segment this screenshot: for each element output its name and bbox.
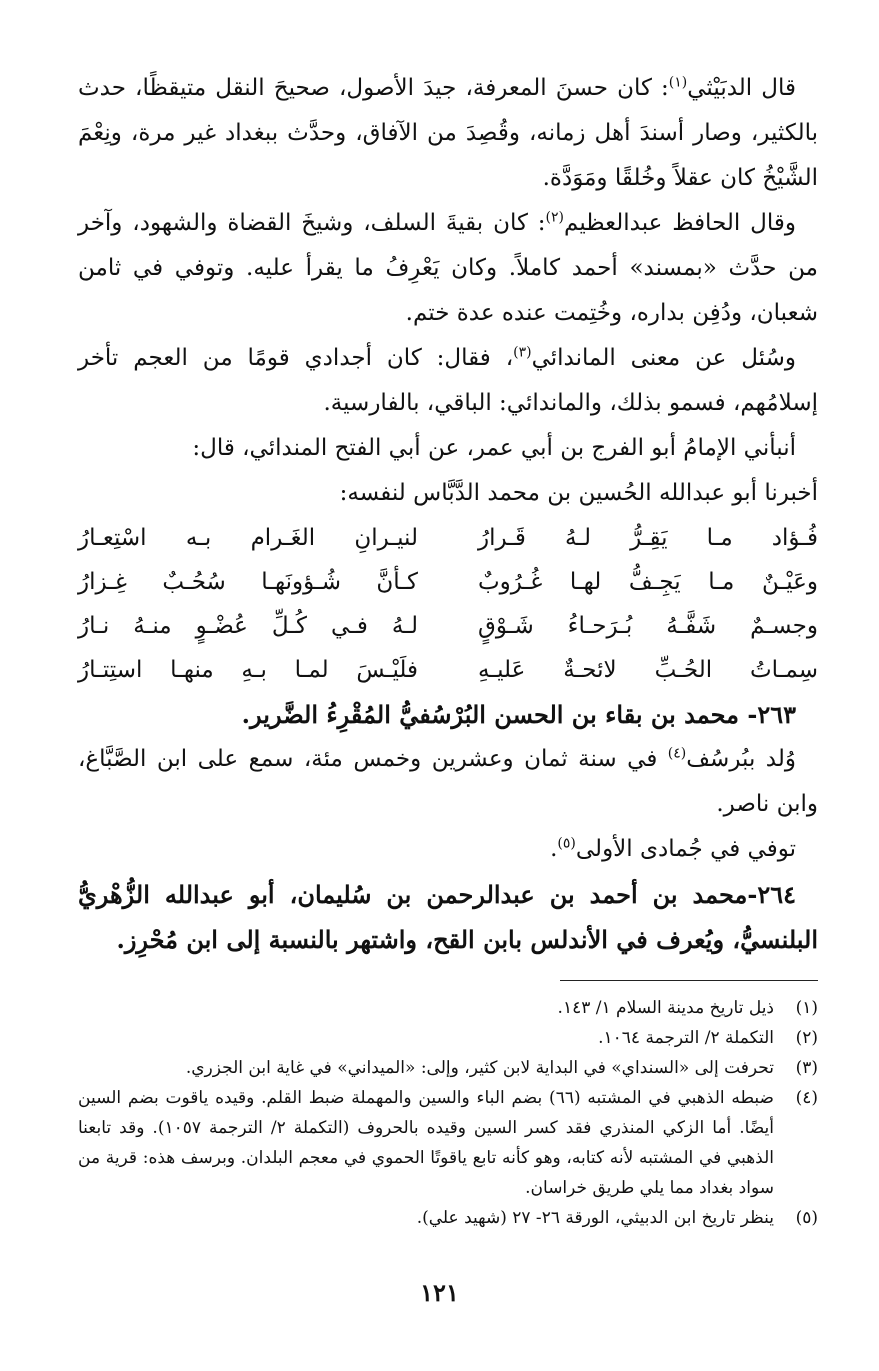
poem-verse xyxy=(78,604,818,648)
poem-verse xyxy=(78,516,818,560)
footnote-number: (٣) xyxy=(795,1058,818,1078)
footnote-ref-1[interactable]: (١) xyxy=(668,74,688,91)
footnote-number: (٢) xyxy=(795,1028,818,1048)
footnote-number: (٤) xyxy=(795,1088,818,1108)
verse-second-hemistich: لنيـرانِ الغَـرام بـه اسْتِعـارُ xyxy=(78,525,418,551)
verse-first-hemistich: وعَيْـنٌ مـا يَجِـفُّ لهـا غُـرُوبٌ xyxy=(478,569,818,595)
footnote xyxy=(78,1203,818,1233)
footnote xyxy=(78,1083,818,1203)
entry-number-264: ٢٦٤- xyxy=(747,880,796,909)
footnote-number: (١) xyxy=(795,998,818,1018)
paragraph-born-bursuf: وُلد ببُرسُف$^{(٤)}$ في سنة ثمان وعشرين وخمس مئة، سمع على ابن الصَّبَّاغ، وابن ناصر. xyxy=(78,745,818,817)
paragraph-anbaani: أنبأني الإمامُ أبو الفرج بن أبي عمر، عن أبي الفتح المندائي، قال: xyxy=(192,435,796,461)
footnote-text: ينظر تاريخ ابن الدبيثي، الورقة ٢٦- ٢٧ (شهيد علي). xyxy=(416,1208,774,1228)
paragraph-akhbarana: أخبرنا أبو عبدالله الحُسين بن محمد الدَّبَّاس لنفسه: xyxy=(339,480,818,506)
footnote-ref-5[interactable]: (٥) xyxy=(557,835,576,852)
entry-heading-263: ٢٦٣- محمد بن بقاء بن الحسن البُرْسُفيُّ المُقْرِءُ الضَّرير. xyxy=(241,700,796,729)
paragraph-mandaai: وسُئل عن معنى الماندائي$^{(٣)}$، فقال: كان أجدادي قومًا من العجم تأخر إسلامُهم، فسمو بذلك، والماندائي: الباقي، بالفارسية. xyxy=(78,344,818,416)
poem xyxy=(78,516,818,692)
poem-verse xyxy=(78,560,818,604)
footnote-ref-2[interactable]: (٢) xyxy=(545,209,565,226)
footnote xyxy=(78,1023,818,1053)
footnote-text: تحرفت إلى «السنداي» في البداية لابن كثير، وإلى: «الميداني» في غاية ابن الجزري. xyxy=(185,1058,774,1078)
footnote-number: (٥) xyxy=(795,1208,818,1228)
footnote xyxy=(78,993,818,1023)
footnote-text: ضبطه الذهبي في المشتبه (٦٦) بضم الباء والسين والمهملة ضبط القلم. وقيده ياقوت بضم السين أيضًا. أما الزكي المنذري فقد كسر السين وقيده بالحروف (التكملة ٢/ الترجمة ١٠٥٧). وقد تابعنا الذهبي في المشتبه لأنه كتابه، وهو كأنه تابع ياقوتًا الحموي في معجم البلدان. وبرسف هذه: قرية من سواد بغداد مما يلي طريق خراسان. xyxy=(78,1088,774,1198)
paragraph-died: توفي في جُمادى الأولى$^{(٥)}$. xyxy=(550,835,796,862)
verse-first-hemistich: سِمـاتُ الحُـبِّ لائحـةٌ عَليـهِ xyxy=(478,657,818,683)
page-number: ١٢١ xyxy=(420,1278,459,1307)
entry-number-263: ٢٦٣- xyxy=(747,700,796,729)
poem-verse xyxy=(78,648,818,692)
verse-second-hemistich: لـهُ فـي كُـلِّ عُضْـوٍ منـهُ نـارُ xyxy=(78,613,418,639)
verse-second-hemistich: فلَيْـسَ لمـا بـهِ منهـا استِتـارُ xyxy=(78,657,418,683)
verse-first-hemistich: وجسـمٌ شَفَّـهُ بُـرَحـاءُ شَـوْقٍ xyxy=(478,613,818,639)
footnote-text: التكملة ٢/ الترجمة ١٠٦٤. xyxy=(598,1028,774,1048)
footnotes xyxy=(78,993,818,1233)
footnote xyxy=(78,1053,818,1083)
verse-first-hemistich: فُـؤاد مـا يَقِـرُّ لـهُ قَـرارُ xyxy=(478,525,818,551)
footnote-ref-4[interactable]: (٤) xyxy=(667,745,687,762)
footnote-separator xyxy=(560,980,818,981)
paragraph-abdulazim: وقال الحافظ عبدالعظيم$^{(٢)}$: كان بقيةَ السلف، وشيخَ القضاة والشهود، وآخر من حدَّث «بمسند» أحمد كاملاً. وكان يَعْرِفُ ما يقرأ عليه. وتوفي في ثامن شعبان، ودُفِن بداره، وخُتِمت عنده عدة ختم. xyxy=(78,209,818,326)
paragraph-dubaythi: قال الدبَيْثي$^{(١)}$: كان حسنَ المعرفة، جيدَ الأصول، صحيحَ النقل متيقظًا، حدث بالكثير، وصار أسندَ أهل زمانه، وقُصِدَ من الآفاق، وحدَّث ببغداد غير مرة، ونِعْمَ الشَّيْخُ كان عقلاً وخُلقًا ومَوَدَّة. xyxy=(78,74,818,191)
footnote-text: ذيل تاريخ مدينة السلام ١/ ١٤٣. xyxy=(557,998,774,1018)
main-text xyxy=(78,66,818,962)
footnote-ref-3[interactable]: (٣) xyxy=(513,344,532,361)
verse-second-hemistich: كـأنَّ شُـؤونَهـا سُحُـبٌ غِـزارُ xyxy=(78,569,418,595)
entry-heading-264: ٢٦٤-محمد بن أحمد بن عبدالرحمن بن سُليمان، أبو عبدالله الزُّهْريُّ البلنسيُّ، ويُعرف في الأندلس بابن القح، واشتهر بالنسبة إلى ابن مُحْرِز. xyxy=(78,880,818,954)
